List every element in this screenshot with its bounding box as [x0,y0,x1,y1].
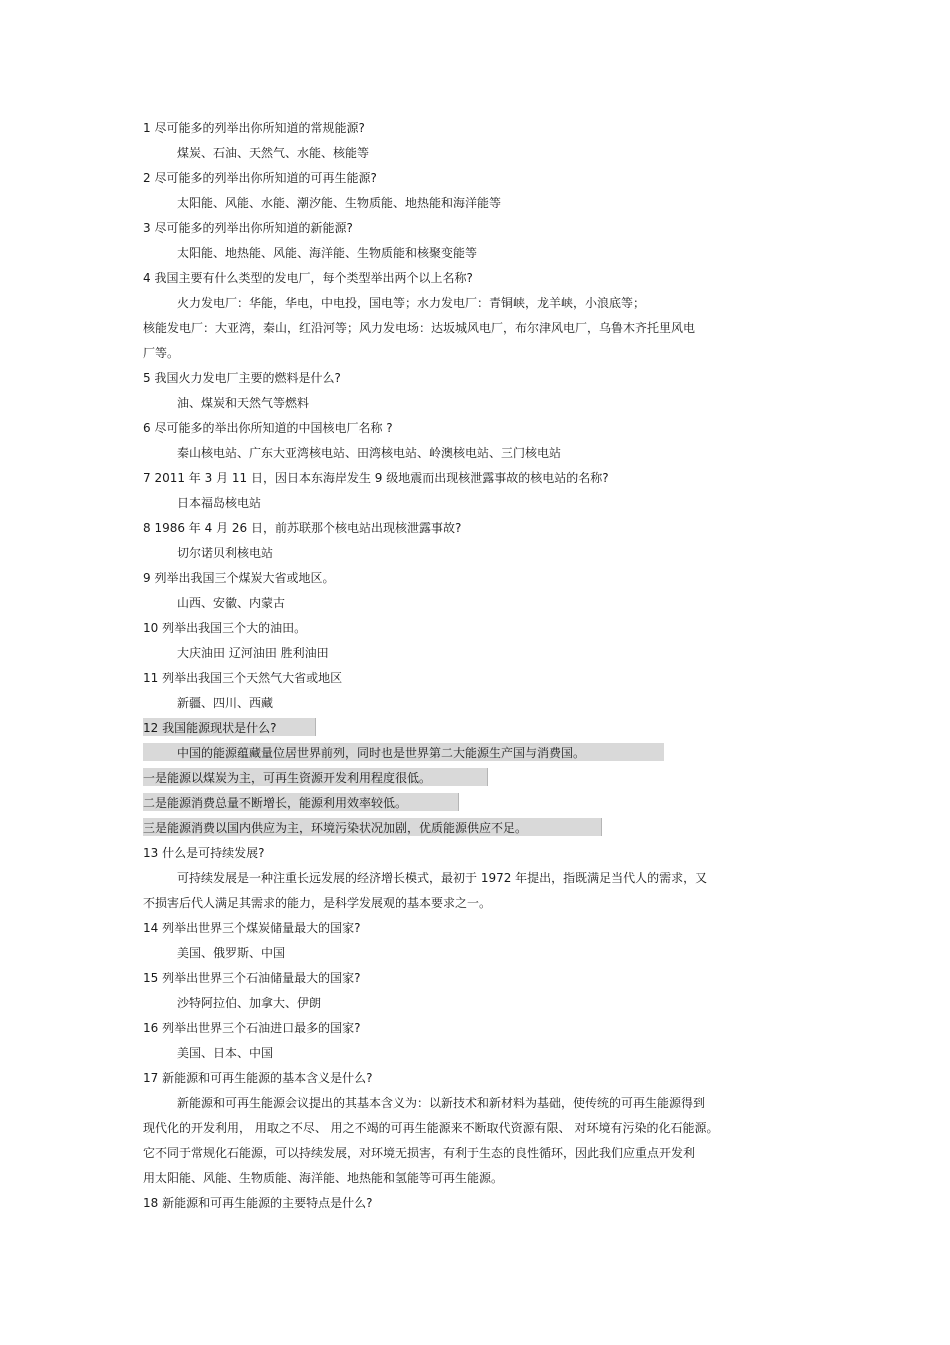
question-3: 3 尽可能多的列举出你所知道的新能源? [143,221,353,235]
question-12: 12 我国能源现状是什么? [143,721,277,735]
question-4: 4 我国主要有什么类型的发电厂，每个类型举出两个以上名称? [143,271,473,285]
answer-17-line-1: 新能源和可再生能源会议提出的其基本含义为：以新技术和新材料为基础，使传统的可再生能源得到 [177,1096,706,1110]
answer-2: 太阳能、风能、水能、潮汐能、生物质能、地热能和海洋能等 [177,196,502,210]
answer-14: 美国、俄罗斯、中国 [177,946,286,960]
answer-1: 煤炭、石油、天然气、水能、核能等 [177,146,370,160]
question-15: 15 列举出世界三个石油储量最大的国家? [143,971,361,985]
answer-13-line-2: 不损害后代人满足其需求的能力，是科学发展观的基本要求之一。 [143,896,492,910]
answer-6: 秦山核电站、广东大亚湾核电站、田湾核电站、岭澳核电站、三门核电站 [177,446,562,460]
answer-4-line-2: 核能发电厂：大亚湾，秦山，红沿河等；风力发电场：达坂城风电厂，布尔津风电厂，乌鲁木齐托里风电 [143,321,696,335]
answer-12-line-4: 三是能源消费以国内供应为主，环境污染状况加剧，优质能源供应不足。 [143,821,528,835]
question-13: 13 什么是可持续发展? [143,846,265,860]
question-14: 14 列举出世界三个煤炭储量最大的国家? [143,921,361,935]
answer-9: 山西、安徽、内蒙古 [177,596,286,610]
answer-13-line-1: 可持续发展是一种注重长远发展的经济增长模式，最初于 1972 年提出，指既满足当代人的需求，又 [177,871,708,885]
answer-12-line-2: 一是能源以煤炭为主，可再生资源开发利用程度很低。 [143,771,432,785]
answer-4-line-3: 厂等。 [143,346,180,360]
answer-15: 沙特阿拉伯、加拿大、伊朗 [177,996,322,1010]
answer-17-line-3: 它不同于常规化石能源，可以持续发展，对环境无损害，有利于生态的良性循环，因此我们应重点开发利 [143,1146,696,1160]
answer-3: 太阳能、地热能、风能、海洋能、生物质能和核聚变能等 [177,246,478,260]
answer-12-line-1: 中国的能源蕴藏量位居世界前列，同时也是世界第二大能源生产国与消费国。 [177,746,586,760]
answer-17-line-4: 用太阳能、风能、生物质能、海洋能、地热能和氢能等可再生能源。 [143,1171,504,1185]
question-7: 7 2011 年 3 月 11 日，因日本东海岸发生 9 级地震而出现核泄露事故的核电站的名称? [143,471,609,485]
answer-8: 切尔诺贝利核电站 [177,546,274,560]
question-17: 17 新能源和可再生能源的基本含义是什么? [143,1071,373,1085]
question-1: 1 尽可能多的列举出你所知道的常规能源? [143,121,365,135]
question-6: 6 尽可能多的举出你所知道的中国核电厂名称 ? [143,421,393,435]
answer-17-line-2: 现代化的开发利用， 用取之不尽、 用之不竭的可再生能源来不断取代资源有限、 对环境有污染的化石能源。 [143,1121,719,1135]
answer-12-line-3: 二是能源消费总量不断增长，能源利用效率较低。 [143,796,408,810]
answer-5: 油、煤炭和天然气等燃料 [177,396,310,410]
question-11: 11 列举出我国三个天然气大省或地区 [143,671,343,685]
question-5: 5 我国火力发电厂主要的燃料是什么? [143,371,341,385]
answer-4-line-1: 火力发电厂：华能，华电，中电投，国电等；水力发电厂：青铜峡，龙羊峡，小浪底等； [177,296,646,310]
question-9: 9 列举出我国三个煤炭大省或地区。 [143,571,335,585]
answer-10: 大庆油田 辽河油田 胜利油田 [177,646,329,660]
question-8: 8 1986 年 4 月 26 日，前苏联那个核电站出现核泄露事故? [143,521,462,535]
question-10: 10 列举出我国三个大的油田。 [143,621,307,635]
answer-11: 新疆、四川、西藏 [177,696,274,710]
question-18: 18 新能源和可再生能源的主要特点是什么? [143,1196,373,1210]
question-2: 2 尽可能多的列举出你所知道的可再生能源? [143,171,377,185]
answer-7: 日本福岛核电站 [177,496,262,510]
question-16: 16 列举出世界三个石油进口最多的国家? [143,1021,361,1035]
answer-16: 美国、日本、中国 [177,1046,274,1060]
